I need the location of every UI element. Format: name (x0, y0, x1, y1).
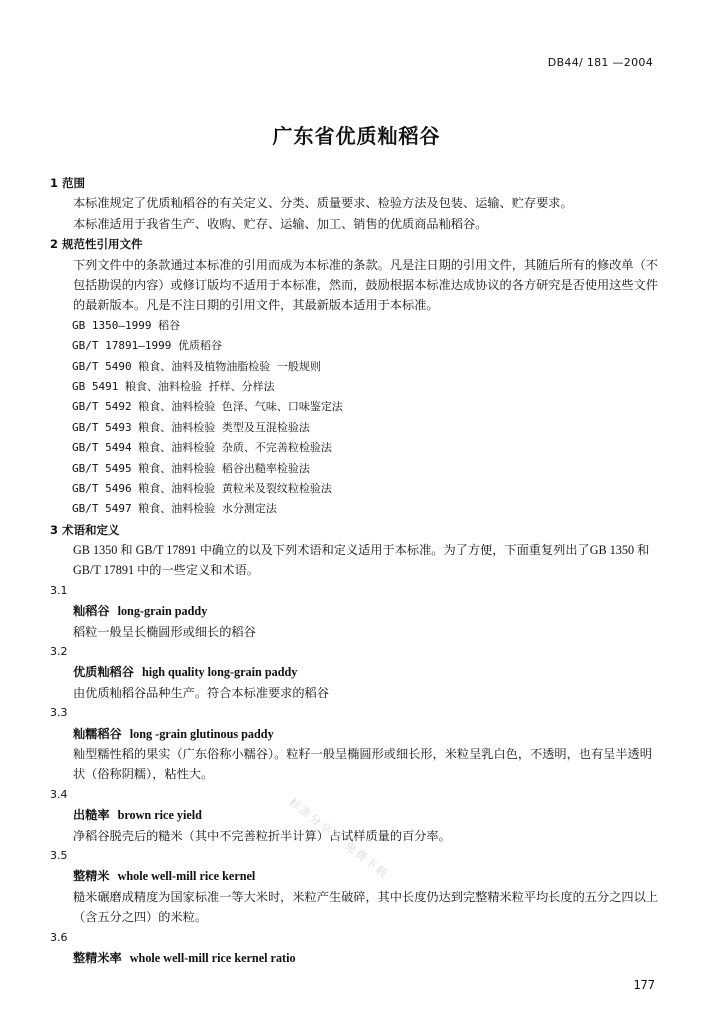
term-heading (50, 866, 658, 886)
term-cn: 整精米率 (73, 950, 122, 965)
standard-code: DB44/ 181 —2004 (547, 56, 653, 69)
term-en: brown rice yield (117, 808, 202, 823)
term-number: 3.4 (50, 787, 68, 801)
reference-item: GB/T 5492 粮食、油料检验 色泽、气味、口味鉴定法 (72, 400, 343, 414)
term-number: 3.5 (50, 849, 68, 862)
term-en: whole well-mill rice kernel ratio (129, 950, 296, 965)
section-3-heading: 3 术语和定义 (50, 522, 120, 537)
term-heading (50, 724, 658, 744)
term-cn: 出糙率 (73, 808, 110, 823)
reference-item: GB 5491 粮食、油料检验 扦样、分样法 (72, 379, 275, 393)
reference-item: GB/T 17891—1999 优质稻谷 (72, 339, 222, 353)
page-number: 177 (633, 978, 655, 992)
term-number: 3.2 (50, 645, 68, 659)
term-definition: 籼型糯性稻的果实（广东俗称小糯谷）。粒籽一般呈椭圆形或细长形，米粒呈乳白色，不透明，也有呈半透明状（俗称阴糯），粘性大。 (73, 747, 652, 782)
term-definition: 糙米碾磨成精度为国家标准一等大米时，米粒产生破碎，其中长度仍达到完整精米粒平均长度的五分之四以上（含五分之四）的米粒。 (73, 889, 658, 925)
term-number: 3.3 (50, 706, 68, 720)
term-cn: 优质籼稻谷 (73, 665, 134, 680)
document-title: 广东省优质籼稻谷 (272, 124, 441, 148)
term-heading (50, 662, 658, 682)
term-number: 3.1 (50, 583, 68, 597)
term-definition: 稻粒一般呈长椭圆形或细长的稻谷 (73, 624, 256, 639)
term-definition: 由优质籼稻谷品种生产。符合本标准要求的稻谷 (73, 685, 329, 700)
term-heading (50, 805, 658, 825)
reference-item: GB/T 5494 粮食、油料检验 杂质、不完善粒检验法 (72, 441, 332, 455)
term-cn: 籼糯稻谷 (73, 726, 122, 741)
paragraph: GB 1350 和 GB/T 17891 中确立的以及下列术语和定义适用于本标准。为了方便，下面重复列出了GB 1350 和 GB/T 17891 中的一些定义和术语。 (73, 543, 650, 578)
paragraph: 本标准规定了优质籼稻谷的有关定义、分类、质量要求、检验方法及包装、运输、贮存要求。 (73, 196, 573, 211)
term-heading (50, 948, 658, 968)
paragraph: 下列文件中的条款通过本标准的引用而成为本标准的条款。凡是注日期的引用文件，其随后所有的修改单（不包括勘误的内容）或修订版均不适用于本标准，然而，鼓励根据本标准达成协议的各方研究是否使用这些文件的最新版本。凡是不注日期的引用文件，其最新版本适用于本标准。 (73, 257, 658, 313)
watermark: 标准分享网 免费下载 (286, 795, 392, 882)
term-cn: 籼稻谷 (73, 604, 110, 619)
section-1-heading: 1 范围 (50, 176, 86, 190)
term-heading (50, 601, 658, 621)
term-en: whole well-mill rice kernel (117, 869, 256, 884)
paragraph: 本标准适用于我省生产、收购、贮存、运输、加工、销售的优质商品籼稻谷。 (73, 216, 488, 231)
term-cn: 整精米 (73, 869, 110, 884)
reference-item: GB/T 5490 粮食、油料及植物油脂检验 一般规则 (72, 359, 321, 373)
reference-item: GB/T 5495 粮食、油料检验 稻谷出糙率检验法 (72, 461, 310, 475)
term-en: long-grain paddy (117, 604, 208, 619)
term-definition: 净稻谷脱壳后的糙米（其中不完善粒折半计算）占试样质量的百分率。 (73, 828, 451, 843)
reference-item: GB 1350—1999 稻谷 (72, 318, 181, 332)
term-number: 3.6 (50, 930, 68, 944)
reference-item: GB/T 5496 粮食、油料检验 黄粒米及裂纹粒检验法 (72, 481, 332, 495)
term-en: high quality long-grain paddy (141, 665, 298, 680)
reference-item: GB/T 5493 粮食、油料检验 类型及互混检验法 (72, 420, 310, 434)
reference-item: GB/T 5497 粮食、油料检验 水分测定法 (72, 502, 277, 516)
term-en: long -grain glutinous paddy (129, 726, 274, 741)
section-2-heading: 2 规范性引用文件 (50, 237, 143, 252)
